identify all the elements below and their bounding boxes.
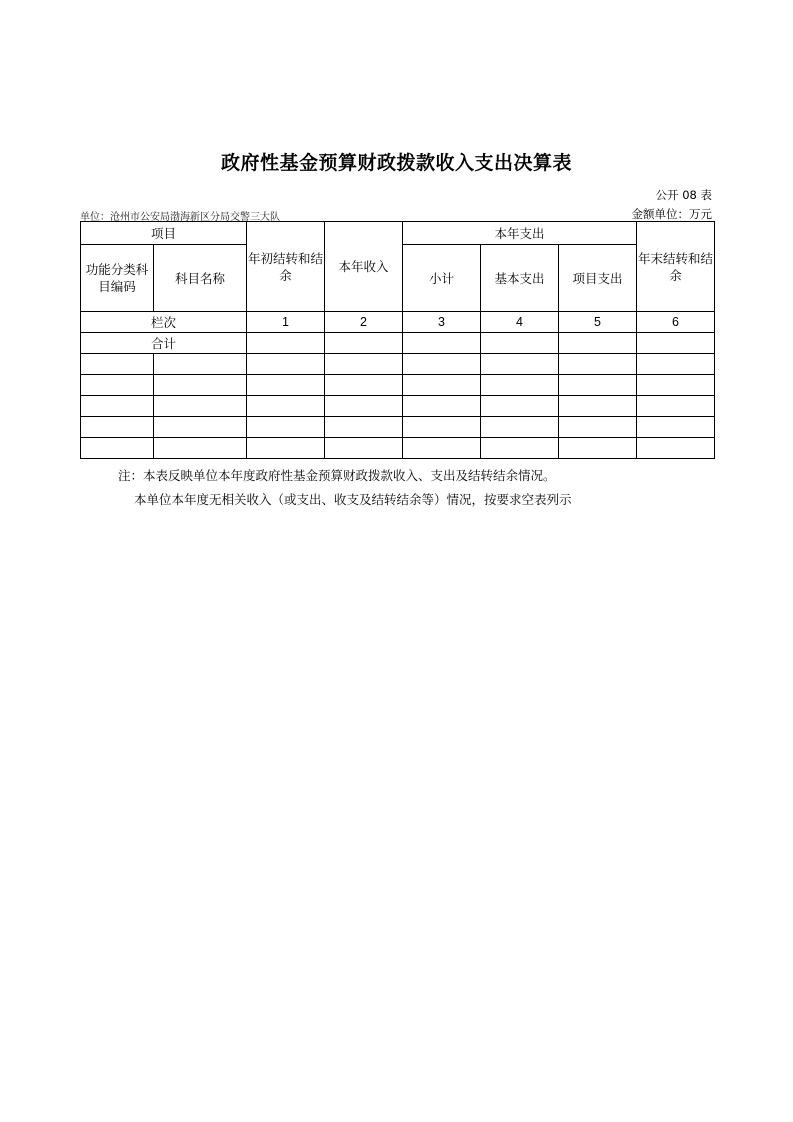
table-cell: [403, 354, 481, 375]
table-cell: [247, 417, 325, 438]
header-basic: 基本支出: [481, 245, 559, 312]
table-cell: [403, 438, 481, 459]
table-row: [81, 417, 715, 438]
column-number: 2: [325, 312, 403, 333]
table-cell: [559, 417, 637, 438]
table-cell: [81, 417, 154, 438]
total-cell: [325, 333, 403, 354]
table-cell: [325, 375, 403, 396]
table-cell: [325, 396, 403, 417]
table-cell: [325, 438, 403, 459]
total-row: [81, 333, 715, 354]
table-cell: [154, 438, 247, 459]
header-project: 项目: [81, 222, 247, 245]
form-number: 公开 08 表: [655, 188, 712, 202]
total-cell: [403, 333, 481, 354]
table-cell: [559, 354, 637, 375]
total-cell: [247, 333, 325, 354]
header-func-code: 功能分类科目编码: [81, 245, 154, 312]
note-line: 本单位本年度无相关收入（或支出、收支及结转结余等）情况，按要求空表列示: [134, 492, 572, 507]
table-cell: [637, 396, 715, 417]
table-cell: [481, 396, 559, 417]
column-number-row: [81, 312, 715, 333]
table-cell: [247, 354, 325, 375]
table-cell: [559, 375, 637, 396]
table-cell: [403, 375, 481, 396]
table-cell: [154, 417, 247, 438]
table-cell: [403, 417, 481, 438]
header-expenditure: 本年支出: [403, 222, 637, 245]
unit-label: 单位：沧州市公安局渤海新区分局交警三大队: [80, 212, 280, 223]
table-cell: [81, 438, 154, 459]
table-cell: [81, 354, 154, 375]
table-cell: [154, 396, 247, 417]
table-row: [81, 438, 715, 459]
header-project-exp: 项目支出: [559, 245, 637, 312]
table-cell: [154, 354, 247, 375]
table-cell: [325, 354, 403, 375]
table-cell: [481, 375, 559, 396]
column-number: 3: [403, 312, 481, 333]
column-number: 1: [247, 312, 325, 333]
table-row: [81, 375, 715, 396]
header-row-1: [81, 222, 715, 245]
header-begin-balance: 年初结转和结余: [247, 222, 325, 312]
total-cell: [637, 333, 715, 354]
total-cell: [481, 333, 559, 354]
note-line: 注：本表反映单位本年度政府性基金预算财政拨款收入、支出及结转结余情况。: [118, 468, 556, 483]
header-subject-name: 科目名称: [154, 245, 247, 312]
table-cell: [559, 396, 637, 417]
table-cell: [559, 438, 637, 459]
table-cell: [247, 438, 325, 459]
column-number: 6: [637, 312, 715, 333]
table-row: [81, 354, 715, 375]
header-end-balance: 年末结转和结余: [637, 222, 715, 312]
table-row: [81, 396, 715, 417]
total-label: 合计: [81, 333, 247, 354]
header-income: 本年收入: [325, 222, 403, 312]
table-cell: [637, 375, 715, 396]
table-cell: [481, 417, 559, 438]
table-cell: [247, 396, 325, 417]
table-cell: [481, 354, 559, 375]
budget-table: [80, 221, 715, 459]
table-cell: [247, 375, 325, 396]
table-cell: [81, 396, 154, 417]
column-number: 4: [481, 312, 559, 333]
column-number-label: 栏次: [81, 312, 247, 333]
table-cell: [403, 396, 481, 417]
amount-unit-label: 金额单位：万元: [631, 207, 712, 221]
table-cell: [481, 438, 559, 459]
table-cell: [154, 375, 247, 396]
page-title: 政府性基金预算财政拨款收入支出决算表: [220, 152, 572, 174]
table-cell: [637, 354, 715, 375]
total-cell: [559, 333, 637, 354]
table-cell: [637, 417, 715, 438]
column-number: 5: [559, 312, 637, 333]
table-cell: [325, 417, 403, 438]
header-subtotal: 小计: [403, 245, 481, 312]
table-cell: [637, 438, 715, 459]
table-cell: [81, 375, 154, 396]
